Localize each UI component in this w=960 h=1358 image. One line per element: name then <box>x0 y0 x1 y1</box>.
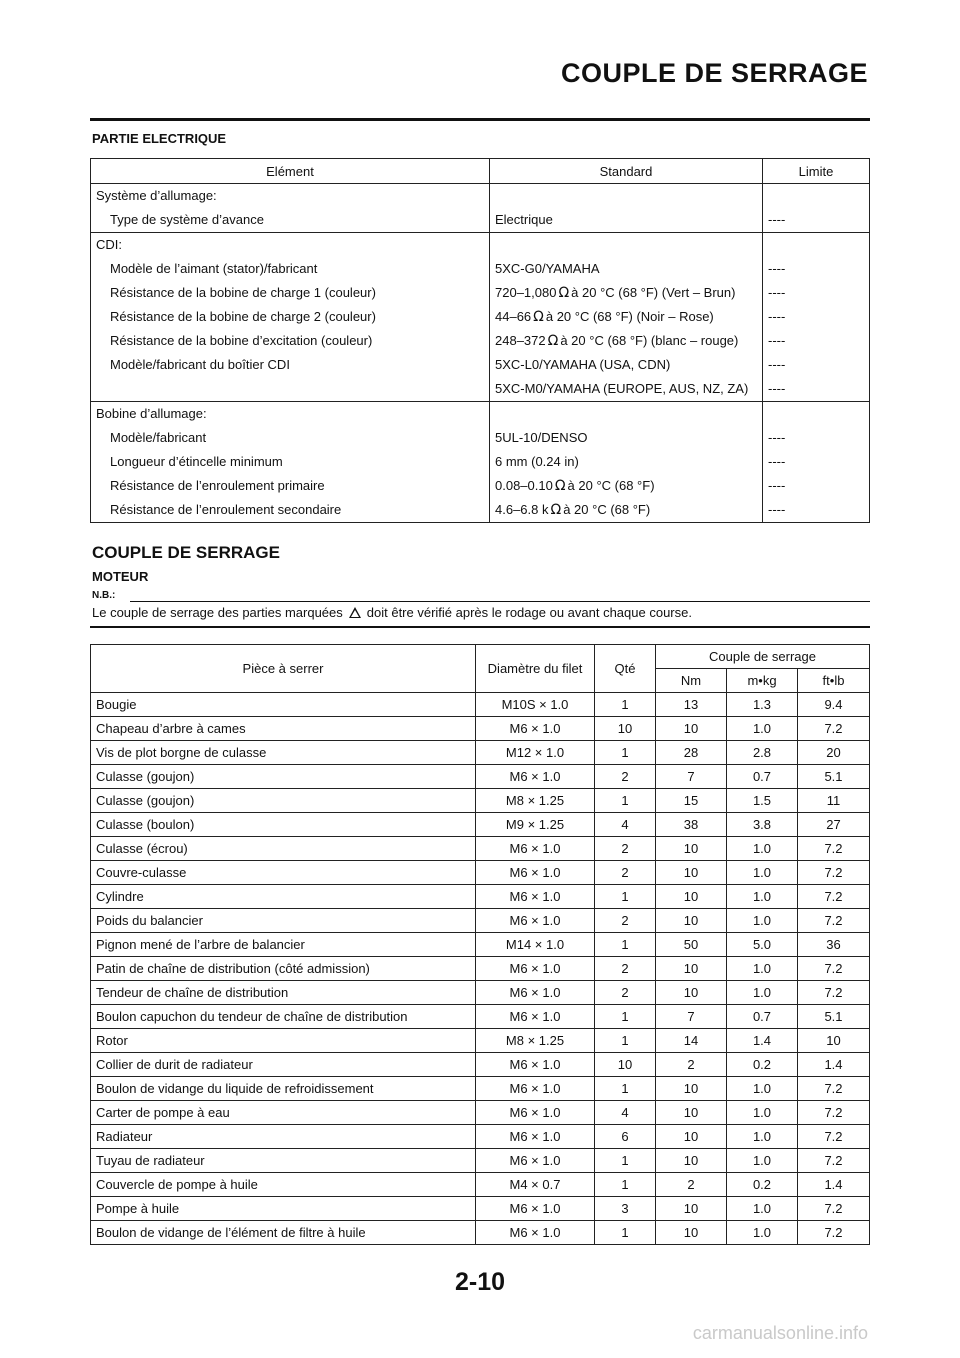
empty-cell <box>490 184 763 209</box>
note-text-end: doit être vérifié après le rodage ou avant chaque course. <box>366 605 692 620</box>
ftlb-cell: 7.2 <box>798 717 870 741</box>
limit-cell: ---- <box>763 426 870 450</box>
mkg-cell: 1.0 <box>727 981 798 1005</box>
mkg-cell: 1.0 <box>727 1221 798 1245</box>
table-row <box>91 741 870 765</box>
nm-cell: 2 <box>656 1053 727 1077</box>
thread-cell: M4 × 0.7 <box>476 1173 595 1197</box>
thread-cell: M6 × 1.0 <box>476 1053 595 1077</box>
ftlb-cell: 20 <box>798 741 870 765</box>
table-row <box>91 693 870 717</box>
part-cell: Pompe à huile <box>91 1197 476 1221</box>
thread-cell: M6 × 1.0 <box>476 1221 595 1245</box>
limit-cell: ---- <box>763 281 870 305</box>
qty-cell: 2 <box>595 765 656 789</box>
torque-table-body <box>91 693 870 1245</box>
group-title: Bobine d’allumage: <box>91 402 490 427</box>
ftlb-cell: 7.2 <box>798 1077 870 1101</box>
table-row <box>91 474 870 498</box>
table-row <box>91 837 870 861</box>
standard-cell: 5XC-L0/YAMAHA (USA, CDN) <box>490 353 763 377</box>
watermark: carmanualsonline.info <box>692 1323 868 1343</box>
warning-triangle-icon <box>349 607 361 618</box>
element-cell: Modèle/fabricant <box>91 426 490 450</box>
mkg-cell: 1.4 <box>727 1029 798 1053</box>
standard-cell <box>490 329 763 353</box>
standard-cell <box>490 281 763 305</box>
electrical-section-heading: PARTIE ELECTRIQUE <box>92 131 227 146</box>
standard-cell: Electrique <box>490 208 763 233</box>
thread-cell: M6 × 1.0 <box>476 1005 595 1029</box>
part-cell: Couvercle de pompe à huile <box>91 1173 476 1197</box>
table-row <box>91 1101 870 1125</box>
ftlb-cell: 7.2 <box>798 1101 870 1125</box>
ftlb-cell: 1.4 <box>798 1053 870 1077</box>
empty-cell <box>763 184 870 209</box>
ftlb-cell: 7.2 <box>798 1149 870 1173</box>
page-title: COUPLE DE SERRAGE <box>560 58 868 88</box>
column-header-ftlb: ft•lb <box>798 669 870 693</box>
empty-cell <box>763 402 870 427</box>
ohm-symbol: Ω <box>550 502 562 518</box>
table-row <box>91 765 870 789</box>
thread-cell: M6 × 1.0 <box>476 765 595 789</box>
page-number: 2-10 <box>454 1268 506 1296</box>
qty-cell: 6 <box>595 1125 656 1149</box>
qty-cell: 1 <box>595 789 656 813</box>
thread-cell: M6 × 1.0 <box>476 909 595 933</box>
column-header-torque: Couple de serrage <box>656 645 870 669</box>
ohm-symbol: Ω <box>533 309 544 325</box>
mkg-cell: 1.0 <box>727 861 798 885</box>
table-row <box>91 1221 870 1245</box>
nm-cell: 7 <box>656 765 727 789</box>
element-cell: Résistance de la bobine de charge 1 (couleur) <box>91 281 490 305</box>
ftlb-cell: 10 <box>798 1029 870 1053</box>
thread-cell: M6 × 1.0 <box>476 861 595 885</box>
thread-cell: M8 × 1.25 <box>476 1029 595 1053</box>
thread-cell: M6 × 1.0 <box>476 1197 595 1221</box>
mkg-cell: 1.0 <box>727 1101 798 1125</box>
element-cell: Modèle de l’aimant (stator)/fabricant <box>91 257 490 281</box>
mkg-cell: 1.0 <box>727 885 798 909</box>
mkg-cell: 5.0 <box>727 933 798 957</box>
part-cell: Boulon de vidange du liquide de refroidissement <box>91 1077 476 1101</box>
table-row <box>91 281 870 305</box>
nm-cell: 14 <box>656 1029 727 1053</box>
qty-cell: 10 <box>595 1053 656 1077</box>
standard-cell: 5XC-G0/YAMAHA <box>490 257 763 281</box>
nm-cell: 15 <box>656 789 727 813</box>
part-cell: Patin de chaîne de distribution (côté admission) <box>91 957 476 981</box>
qty-cell: 1 <box>595 693 656 717</box>
mkg-cell: 1.0 <box>727 1149 798 1173</box>
table-row <box>91 257 870 281</box>
nm-cell: 10 <box>656 837 727 861</box>
limit-cell: ---- <box>763 377 870 402</box>
engine-torque-table <box>90 644 870 1245</box>
thread-cell: M9 × 1.25 <box>476 813 595 837</box>
part-cell: Tuyau de radiateur <box>91 1149 476 1173</box>
table-row <box>91 861 870 885</box>
ftlb-cell: 36 <box>798 933 870 957</box>
element-cell: Type de système d’avance <box>91 208 490 233</box>
qty-cell: 2 <box>595 981 656 1005</box>
mkg-cell: 1.0 <box>727 1197 798 1221</box>
element-cell: Résistance de l’enroulement secondaire <box>91 498 490 523</box>
standard-condition: à 20 °C (68 °F) (blanc – rouge) <box>560 333 739 348</box>
mkg-cell: 1.0 <box>727 957 798 981</box>
electrical-table-body <box>91 184 870 523</box>
qty-cell: 1 <box>595 1005 656 1029</box>
nm-cell: 10 <box>656 909 727 933</box>
part-cell: Pignon mené de l’arbre de balancier <box>91 933 476 957</box>
qty-cell: 1 <box>595 1149 656 1173</box>
table-row <box>91 1125 870 1149</box>
limit-cell: ---- <box>763 498 870 523</box>
standard-value: 44–66 <box>495 309 532 324</box>
qty-cell: 1 <box>595 1221 656 1245</box>
limit-cell: ---- <box>763 329 870 353</box>
mkg-cell: 0.2 <box>727 1173 798 1197</box>
part-cell: Tendeur de chaîne de distribution <box>91 981 476 1005</box>
note-label: N.B.: <box>92 590 116 601</box>
thread-cell: M6 × 1.0 <box>476 1077 595 1101</box>
empty-cell <box>763 233 870 258</box>
table-row <box>91 957 870 981</box>
nm-cell: 7 <box>656 1005 727 1029</box>
ftlb-cell: 7.2 <box>798 861 870 885</box>
standard-condition: à 20 °C (68 °F) <box>567 478 655 493</box>
mkg-cell: 0.2 <box>727 1053 798 1077</box>
table-row <box>91 885 870 909</box>
standard-value: 248–372 <box>495 333 546 348</box>
part-cell: Carter de pompe à eau <box>91 1101 476 1125</box>
mkg-cell: 1.3 <box>727 693 798 717</box>
table-row <box>91 1077 870 1101</box>
nm-cell: 10 <box>656 1125 727 1149</box>
standard-value: 0.08–0.10 <box>495 478 553 493</box>
standard-value: 4.6–6.8 k <box>495 502 549 517</box>
ohm-symbol: Ω <box>558 285 570 301</box>
mkg-cell: 1.0 <box>727 909 798 933</box>
table-row <box>91 909 870 933</box>
torque-section-heading: COUPLE DE SERRAGE <box>92 543 280 562</box>
ftlb-cell: 7.2 <box>798 1197 870 1221</box>
column-header-thread: Diamètre du filet <box>476 645 595 693</box>
mkg-cell: 1.5 <box>727 789 798 813</box>
empty-cell <box>490 233 763 258</box>
ftlb-cell: 11 <box>798 789 870 813</box>
ohm-symbol: Ω <box>547 333 559 349</box>
thread-cell: M8 × 1.25 <box>476 789 595 813</box>
note-rule-bottom <box>90 626 870 628</box>
standard-condition: à 20 °C (68 °F) (Noir – Rose) <box>545 309 714 324</box>
limit-cell: ---- <box>763 474 870 498</box>
qty-cell: 2 <box>595 837 656 861</box>
empty-cell <box>490 402 763 427</box>
element-cell: Résistance de l’enroulement primaire <box>91 474 490 498</box>
nm-cell: 10 <box>656 717 727 741</box>
table-row <box>91 1029 870 1053</box>
table-header-row <box>91 159 870 184</box>
thread-cell: M6 × 1.0 <box>476 957 595 981</box>
limit-cell: ---- <box>763 450 870 474</box>
mkg-cell: 0.7 <box>727 765 798 789</box>
table-row <box>91 717 870 741</box>
standard-cell: 5XC-M0/YAMAHA (EUROPE, AUS, NZ, ZA) <box>490 377 763 402</box>
table-row <box>91 789 870 813</box>
part-cell: Boulon de vidange de l’élément de filtre à huile <box>91 1221 476 1245</box>
qty-cell: 1 <box>595 933 656 957</box>
part-cell: Chapeau d’arbre à cames <box>91 717 476 741</box>
table-row <box>91 1053 870 1077</box>
nm-cell: 10 <box>656 885 727 909</box>
table-row <box>91 426 870 450</box>
part-cell: Boulon capuchon du tendeur de chaîne de distribution <box>91 1005 476 1029</box>
standard-value: 720–1,080 <box>495 285 557 300</box>
standard-condition: à 20 °C (68 °F) (Vert – Brun) <box>571 285 736 300</box>
group-title: Système d’allumage: <box>91 184 490 209</box>
thread-cell: M6 × 1.0 <box>476 1101 595 1125</box>
ftlb-cell: 9.4 <box>798 693 870 717</box>
qty-cell: 4 <box>595 813 656 837</box>
group-title-row <box>91 233 870 258</box>
ftlb-cell: 7.2 <box>798 837 870 861</box>
group-title: CDI: <box>91 233 490 258</box>
nm-cell: 10 <box>656 861 727 885</box>
qty-cell: 1 <box>595 1173 656 1197</box>
table-row <box>91 1173 870 1197</box>
part-cell: Bougie <box>91 693 476 717</box>
ftlb-cell: 7.2 <box>798 957 870 981</box>
mkg-cell: 1.0 <box>727 1077 798 1101</box>
ftlb-cell: 7.2 <box>798 981 870 1005</box>
limit-cell: ---- <box>763 305 870 329</box>
nm-cell: 10 <box>656 957 727 981</box>
element-cell: Résistance de la bobine de charge 2 (couleur) <box>91 305 490 329</box>
note-text <box>92 605 692 620</box>
thread-cell: M6 × 1.0 <box>476 981 595 1005</box>
ftlb-cell: 5.1 <box>798 765 870 789</box>
qty-cell: 2 <box>595 957 656 981</box>
column-header-mkg: m•kg <box>727 669 798 693</box>
mkg-cell: 2.8 <box>727 741 798 765</box>
table-row <box>91 305 870 329</box>
table-row <box>91 981 870 1005</box>
part-cell: Culasse (boulon) <box>91 813 476 837</box>
table-header-row <box>91 645 870 669</box>
ftlb-cell: 27 <box>798 813 870 837</box>
thread-cell: M6 × 1.0 <box>476 885 595 909</box>
title-rule <box>90 118 870 121</box>
qty-cell: 1 <box>595 1029 656 1053</box>
limit-cell: ---- <box>763 353 870 377</box>
thread-cell: M10S × 1.0 <box>476 693 595 717</box>
part-cell: Poids du balancier <box>91 909 476 933</box>
mkg-cell: 1.0 <box>727 1125 798 1149</box>
ftlb-cell: 7.2 <box>798 885 870 909</box>
column-header-qty: Qté <box>595 645 656 693</box>
column-header-nm: Nm <box>656 669 727 693</box>
ftlb-cell: 7.2 <box>798 1125 870 1149</box>
standard-cell <box>490 498 763 523</box>
element-cell: Résistance de la bobine d’excitation (couleur) <box>91 329 490 353</box>
mkg-cell: 1.0 <box>727 837 798 861</box>
thread-cell: M6 × 1.0 <box>476 1125 595 1149</box>
table-row <box>91 1149 870 1173</box>
standard-cell <box>490 474 763 498</box>
qty-cell: 3 <box>595 1197 656 1221</box>
limit-cell: ---- <box>763 208 870 233</box>
part-cell: Culasse (écrou) <box>91 837 476 861</box>
part-cell: Culasse (goujon) <box>91 765 476 789</box>
column-header-element: Elément <box>91 159 490 184</box>
nm-cell: 10 <box>656 1077 727 1101</box>
thread-cell: M12 × 1.0 <box>476 741 595 765</box>
part-cell: Vis de plot borgne de culasse <box>91 741 476 765</box>
standard-condition: à 20 °C (68 °F) <box>563 502 651 517</box>
thread-cell: M6 × 1.0 <box>476 717 595 741</box>
qty-cell: 1 <box>595 1077 656 1101</box>
table-row <box>91 329 870 353</box>
table-row <box>91 813 870 837</box>
ftlb-cell: 7.2 <box>798 909 870 933</box>
electrical-spec-table <box>90 158 870 523</box>
thread-cell: M6 × 1.0 <box>476 1149 595 1173</box>
group-title-row <box>91 402 870 427</box>
qty-cell: 1 <box>595 885 656 909</box>
nm-cell: 10 <box>656 1149 727 1173</box>
qty-cell: 4 <box>595 1101 656 1125</box>
nm-cell: 10 <box>656 981 727 1005</box>
table-row <box>91 1197 870 1221</box>
part-cell: Culasse (goujon) <box>91 789 476 813</box>
nm-cell: 13 <box>656 693 727 717</box>
ftlb-cell: 5.1 <box>798 1005 870 1029</box>
nm-cell: 28 <box>656 741 727 765</box>
element-cell: Modèle/fabricant du boîtier CDI <box>91 353 490 377</box>
table-row <box>91 353 870 377</box>
engine-subheading: MOTEUR <box>92 569 149 584</box>
standard-cell: 6 mm (0.24 in) <box>490 450 763 474</box>
standard-cell <box>490 305 763 329</box>
table-row <box>91 208 870 233</box>
mkg-cell: 1.0 <box>727 717 798 741</box>
table-row <box>91 1005 870 1029</box>
nm-cell: 50 <box>656 933 727 957</box>
part-cell: Collier de durit de radiateur <box>91 1053 476 1077</box>
column-header-standard: Standard <box>490 159 763 184</box>
element-cell <box>91 377 490 402</box>
standard-cell: 5UL-10/DENSO <box>490 426 763 450</box>
nm-cell: 38 <box>656 813 727 837</box>
note-rule-top <box>130 601 870 602</box>
nm-cell: 10 <box>656 1197 727 1221</box>
table-row <box>91 450 870 474</box>
qty-cell: 2 <box>595 861 656 885</box>
table-row <box>91 377 870 402</box>
mkg-cell: 0.7 <box>727 1005 798 1029</box>
limit-cell: ---- <box>763 257 870 281</box>
column-header-limit: Limite <box>763 159 870 184</box>
column-header-part: Pièce à serrer <box>91 645 476 693</box>
part-cell: Cylindre <box>91 885 476 909</box>
part-cell: Rotor <box>91 1029 476 1053</box>
nm-cell: 10 <box>656 1221 727 1245</box>
nm-cell: 10 <box>656 1101 727 1125</box>
group-title-row <box>91 184 870 209</box>
element-cell: Longueur d’étincelle minimum <box>91 450 490 474</box>
qty-cell: 10 <box>595 717 656 741</box>
qty-cell: 2 <box>595 909 656 933</box>
note-text-start: Le couple de serrage des parties marquées <box>92 605 343 620</box>
part-cell: Couvre-culasse <box>91 861 476 885</box>
nm-cell: 2 <box>656 1173 727 1197</box>
thread-cell: M14 × 1.0 <box>476 933 595 957</box>
qty-cell: 1 <box>595 741 656 765</box>
mkg-cell: 3.8 <box>727 813 798 837</box>
table-row <box>91 498 870 523</box>
ftlb-cell: 7.2 <box>798 1221 870 1245</box>
thread-cell: M6 × 1.0 <box>476 837 595 861</box>
part-cell: Radiateur <box>91 1125 476 1149</box>
ohm-symbol: Ω <box>554 478 566 494</box>
table-row <box>91 933 870 957</box>
ftlb-cell: 1.4 <box>798 1173 870 1197</box>
